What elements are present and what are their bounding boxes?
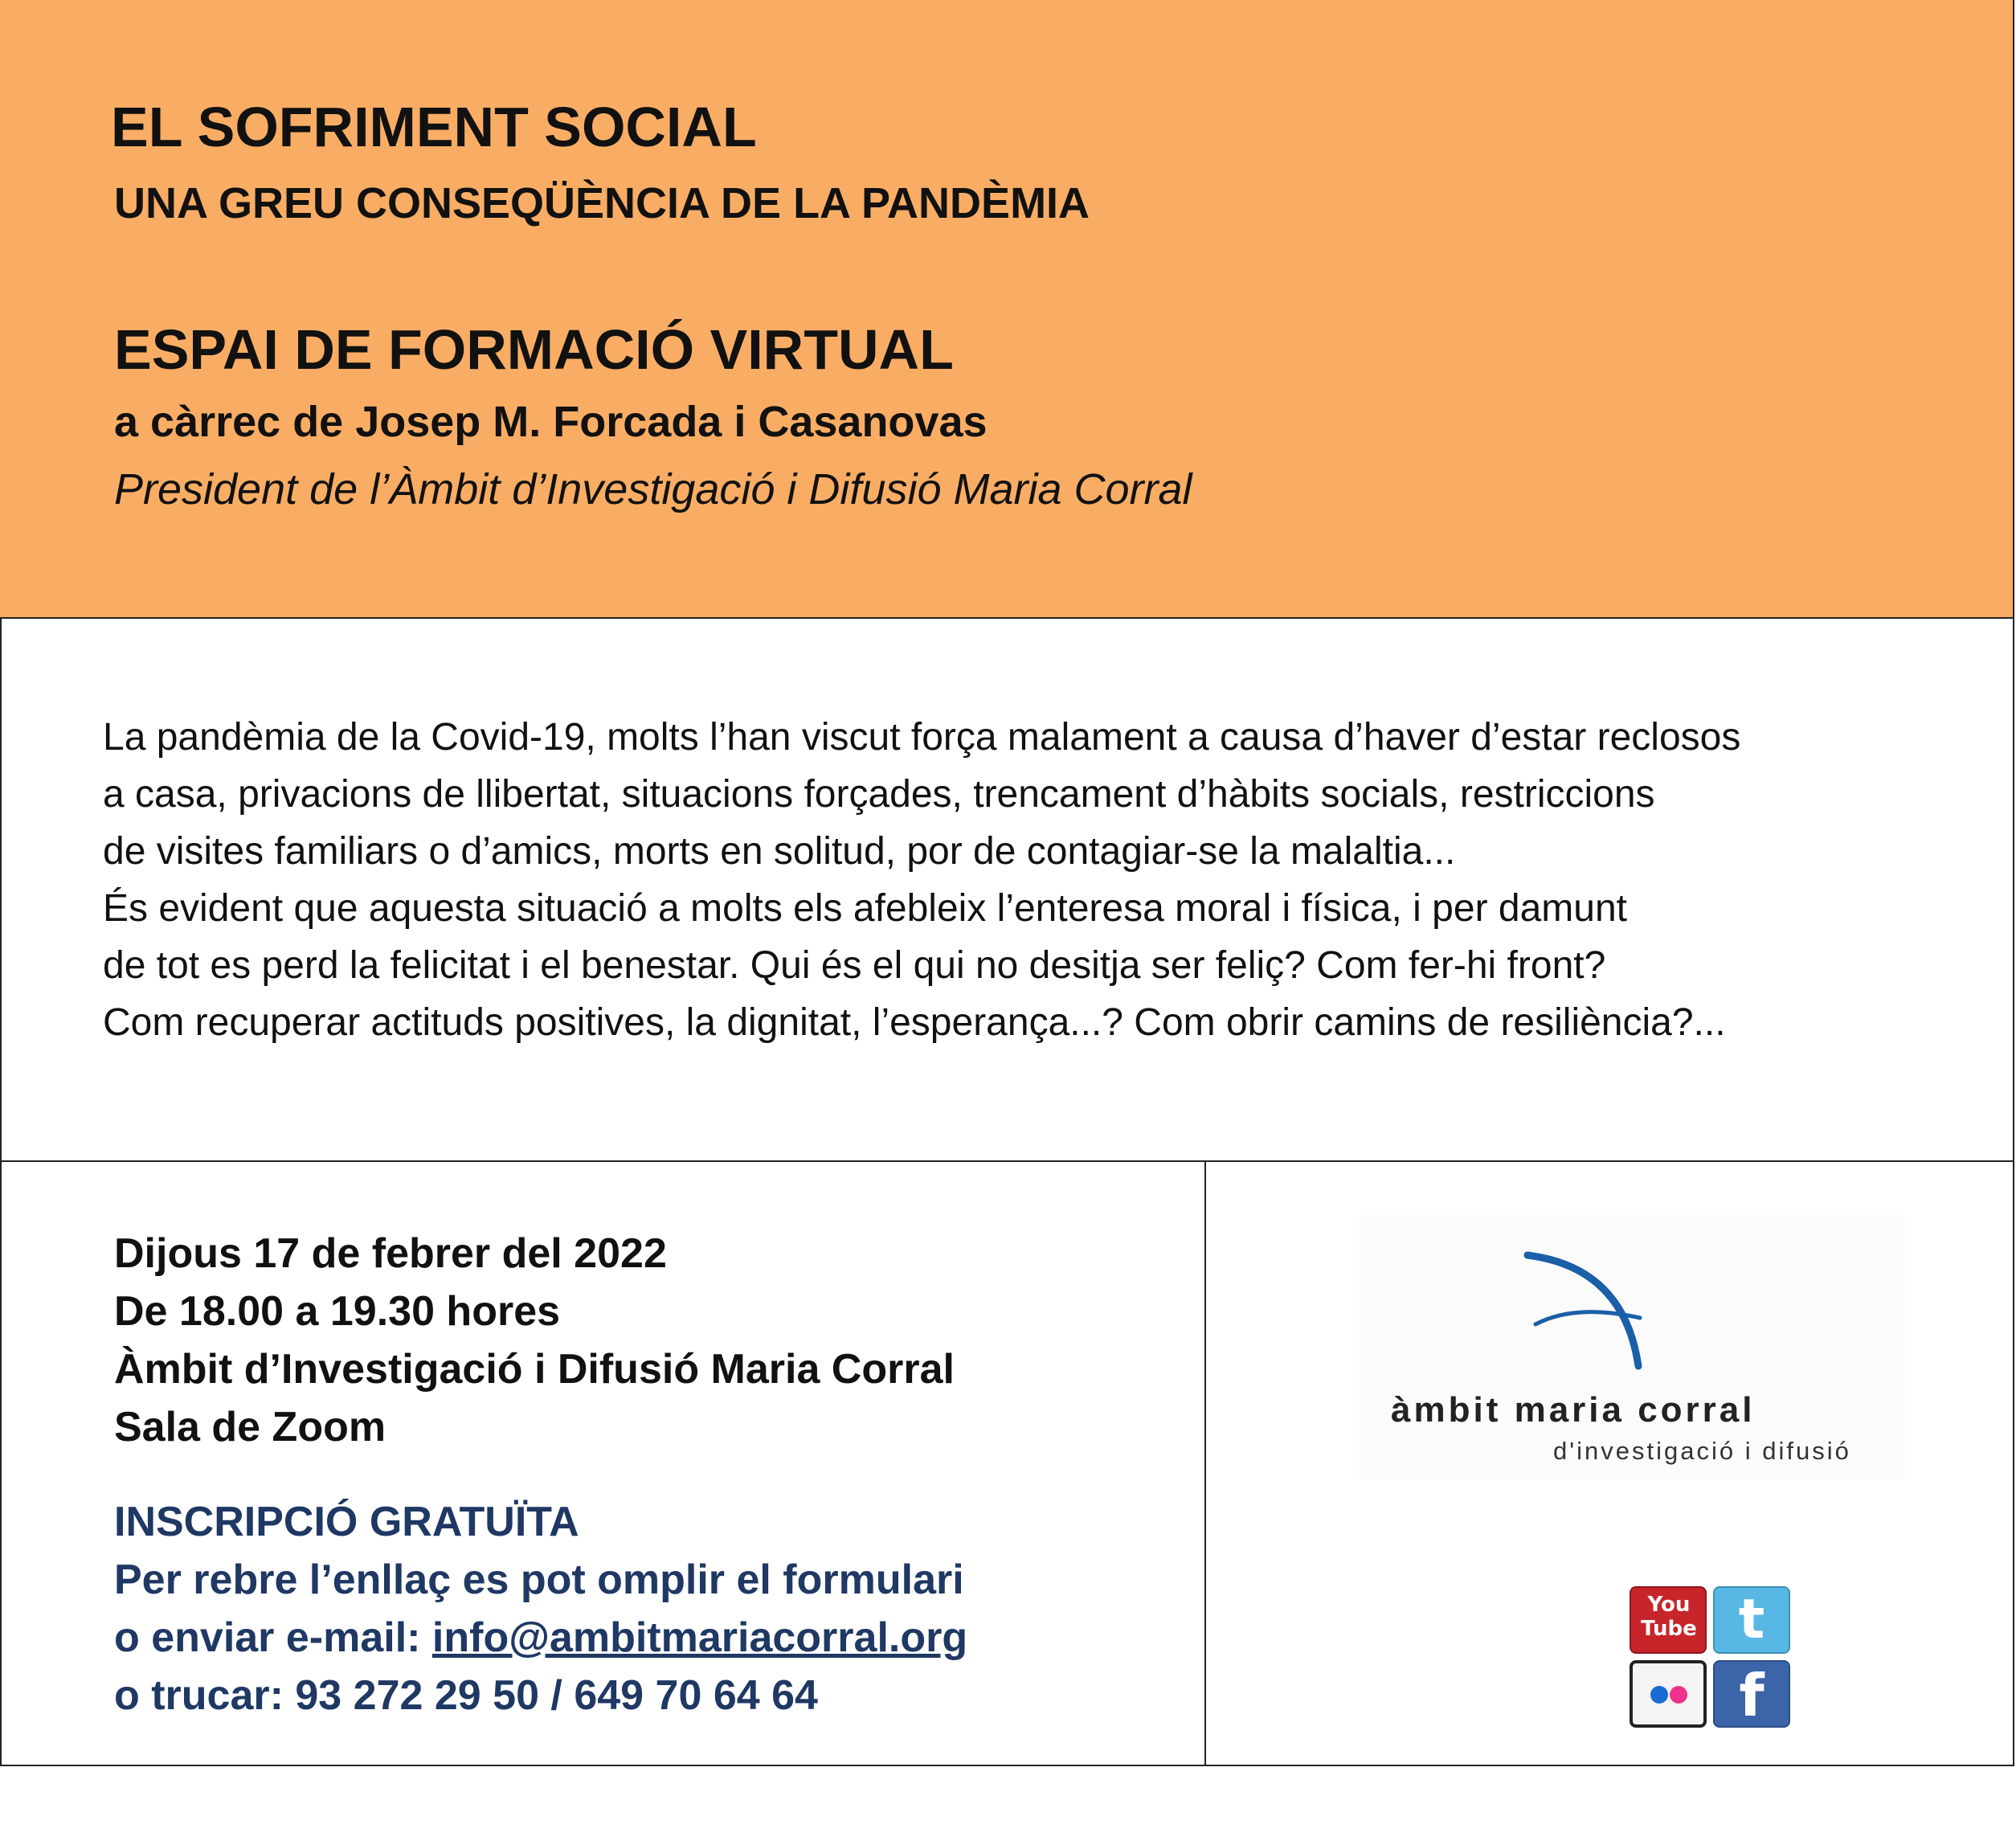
description-line: És evident que aquesta situació a molts els afebleix l’enteresa moral i física, i per damunt [103, 887, 1627, 930]
page-subtitle: UNA GREU CONSEQÜÈNCIA DE LA PANDÈMIA [114, 179, 1090, 227]
flickr-icon[interactable] [1630, 1660, 1707, 1728]
page-title: EL SOFRIMENT SOCIAL [111, 96, 757, 158]
event-venue: Sala de Zoom [114, 1404, 386, 1450]
event-time: De 18.00 a 19.30 hores [114, 1288, 561, 1335]
facebook-label: f [1739, 1662, 1765, 1729]
twitter-label: t [1738, 1588, 1765, 1651]
logo-arc-icon [1519, 1247, 1664, 1376]
ambit-logo [1359, 1215, 1905, 1480]
registration-email-line [114, 1609, 967, 1667]
description-line: a casa, privacions de llibertat, situacions forçades, trencament d’hàbits socials, restriccions [103, 773, 1655, 816]
flickr-pink-dot [1670, 1686, 1687, 1704]
description-line: de visites familiars o d’amics, morts en solitud, por de contagiar-se la malaltia... [103, 830, 1456, 873]
registration-form-line: Per rebre l’enllaç es pot omplir el formulari [114, 1557, 964, 1603]
speaker-role: President de l’Àmbit d’Investigació i Difusió Maria Corral [114, 465, 1192, 513]
header-banner [0, 0, 2013, 619]
flickr-blue-dot [1650, 1686, 1668, 1704]
email-prefix: o enviar e-mail: [114, 1614, 432, 1661]
event-organizer: Àmbit d’Investigació i Difusió Maria Corral [114, 1346, 955, 1393]
registration-phone-line: o trucar: 93 272 29 50 / 649 70 64 64 [114, 1672, 818, 1719]
twitter-icon[interactable] [1713, 1586, 1790, 1654]
event-details [114, 1225, 955, 1456]
registration-heading: INSCRIPCIÓ GRATUÏTA [114, 1499, 579, 1545]
description-line: La pandèmia de la Covid-19, molts l’han viscut força malament a causa d’haver d’estar reclosos [103, 716, 1741, 759]
section-title: ESPAI DE FORMACIÓ VIRTUAL [114, 318, 954, 381]
email-link[interactable]: info@ambitmariacorral.org [431, 1614, 968, 1661]
event-date: Dijous 17 de febrer del 2022 [114, 1230, 667, 1277]
description-line: Com recuperar actituds positives, la dignitat, l’esperança...? Com obrir camins de resiliència?... [103, 1001, 1726, 1044]
logo-tagline: d'investigació i difusió [1553, 1437, 1851, 1465]
youtube-label: You Tube [1641, 1593, 1697, 1641]
facebook-icon[interactable] [1713, 1660, 1790, 1728]
speaker-byline: a càrrec de Josep M. Forcada i Casanovas [114, 398, 988, 446]
logo-name: àmbit maria corral [1391, 1390, 1756, 1430]
description-text [103, 709, 1740, 1051]
description-line: de tot es perd la felicitat i el benestar. Qui és el qui no desitja ser feliç? Com fer-hi front? [103, 944, 1606, 987]
event-details-panel [0, 1162, 1206, 1765]
youtube-icon[interactable] [1630, 1586, 1707, 1654]
social-icons [1630, 1586, 1790, 1731]
description-section [0, 619, 2013, 1162]
logo-panel [1206, 1162, 2013, 1765]
registration-info [114, 1493, 967, 1724]
